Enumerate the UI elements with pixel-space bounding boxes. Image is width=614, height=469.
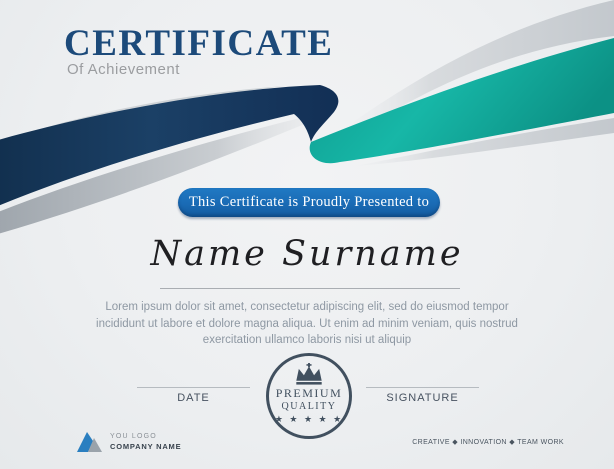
signature-line <box>366 387 479 388</box>
date-line <box>137 387 250 388</box>
certificate-title: CERTIFICATE <box>64 23 334 64</box>
signature-label: SIGNATURE <box>386 392 459 404</box>
company-logo-text <box>110 433 181 451</box>
footer-tagline: CREATIVE ◆ INNOVATION ◆ TEAM WORK <box>412 439 564 446</box>
company-logo-icon <box>76 430 106 452</box>
premium-quality-seal <box>266 353 352 439</box>
crown-icon <box>292 363 326 385</box>
date-label: DATE <box>177 392 210 404</box>
presented-banner-text: This Certificate is Proudly Presented to <box>188 194 430 210</box>
recipient-name-underline <box>160 288 460 289</box>
seal-stars: ★ ★ ★ ★ ★ <box>274 414 344 424</box>
presented-banner <box>178 188 440 217</box>
logo-line-company-name: COMPANY NAME <box>110 441 182 451</box>
seal-word-premium: PREMIUM <box>275 386 343 400</box>
certificate-subtitle: Of Achievement <box>67 61 180 78</box>
seal-word-quality: QUALITY <box>281 401 337 412</box>
logo-line-you-logo: YOU LOGO <box>110 433 157 440</box>
description-text: Lorem ipsum dolor sit amet, consectetur adipiscing elit, sed do eiusmod tempor incididunt ut labore et dolore magna aliqua. Ut enim ad minim veniam, quis nostrud exercitation ullamco laboris nisi ut aliquip <box>96 301 518 347</box>
recipient-name: Name Surname <box>150 234 464 274</box>
